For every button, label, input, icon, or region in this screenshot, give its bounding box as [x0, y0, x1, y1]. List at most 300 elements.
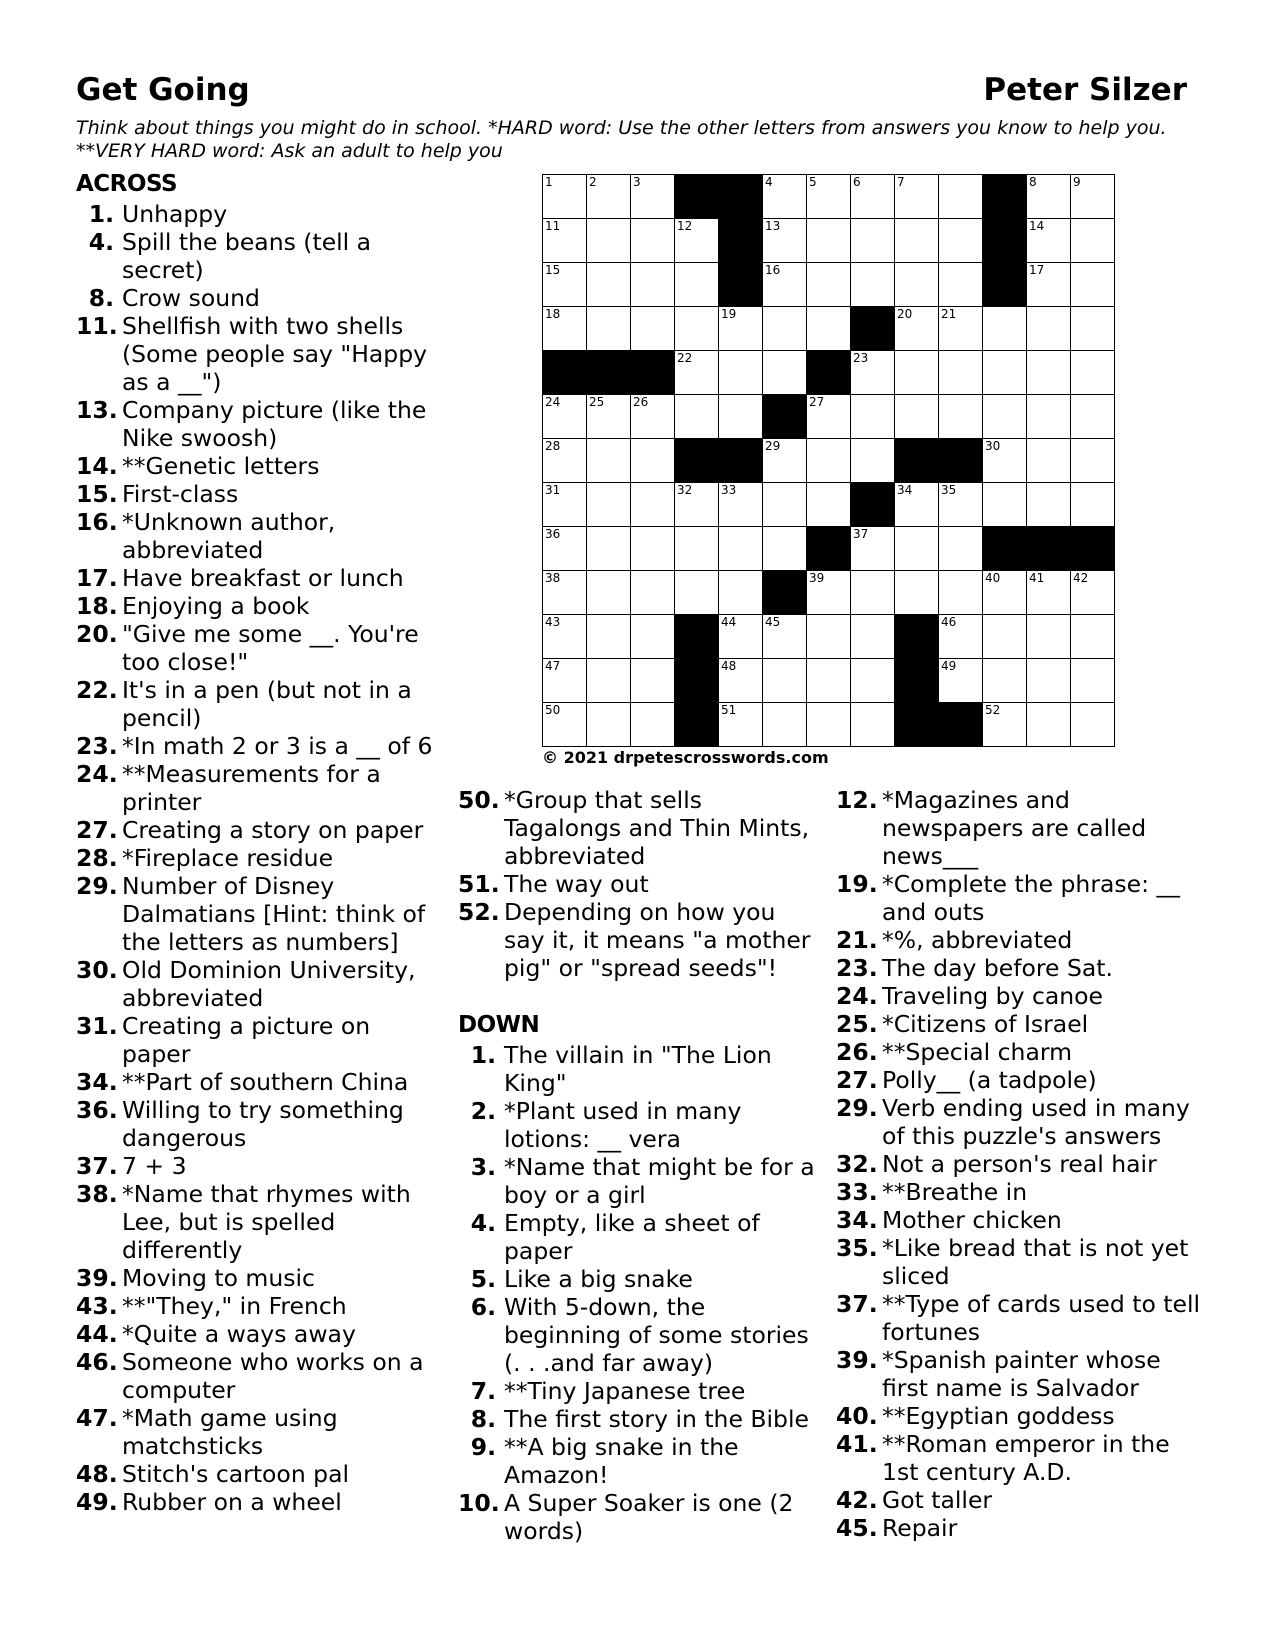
grid-cell[interactable]: [675, 483, 719, 527]
black-square: [983, 175, 1027, 219]
grid-cell[interactable]: [1027, 395, 1071, 439]
clue-number: 3.: [470, 1153, 496, 1181]
cell-number: 28: [545, 439, 561, 453]
clue-text: Stitch's cartoon pal: [122, 1460, 350, 1488]
across-clue: [76, 1152, 436, 1180]
grid-cell[interactable]: [763, 483, 807, 527]
grid-cell[interactable]: [1027, 571, 1071, 615]
cell-number: 12: [677, 219, 693, 233]
black-square: [1071, 527, 1115, 571]
grid-cell[interactable]: [1027, 263, 1071, 307]
cell-number: 48: [721, 659, 737, 673]
clue-number: 14.: [76, 452, 118, 480]
grid-cell[interactable]: [763, 615, 807, 659]
cell-number: 49: [941, 659, 957, 673]
cell-number: 4: [765, 175, 773, 189]
black-square: [675, 439, 719, 483]
clue-number: 1.: [470, 1041, 496, 1069]
cell-number: 22: [677, 351, 693, 365]
clue-text: **Egyptian goddess: [882, 1402, 1115, 1430]
clue-number: 28.: [76, 844, 118, 872]
grid-cell[interactable]: [851, 395, 895, 439]
grid-cell[interactable]: [1071, 703, 1115, 747]
grid-cell[interactable]: [631, 615, 675, 659]
grid-cell[interactable]: [939, 395, 983, 439]
grid-cell[interactable]: [543, 615, 587, 659]
cell-number: 43: [545, 615, 561, 629]
across-clue: [76, 732, 436, 760]
grid-cell[interactable]: [675, 395, 719, 439]
grid-cell[interactable]: [851, 615, 895, 659]
grid-cell[interactable]: [763, 439, 807, 483]
grid-cell[interactable]: [983, 307, 1027, 351]
cell-number: 52: [985, 703, 1001, 717]
clue-number: 45.: [836, 1514, 878, 1542]
cell-number: 31: [545, 483, 561, 497]
down-clue: [836, 1430, 1206, 1486]
cell-number: 45: [765, 615, 781, 629]
cell-number: 47: [545, 659, 561, 673]
grid-cell[interactable]: [719, 615, 763, 659]
cell-number: 16: [765, 263, 781, 277]
across-clue: [76, 508, 436, 564]
grid-cell[interactable]: [807, 219, 851, 263]
black-square: [939, 703, 983, 747]
across-clue: [76, 872, 436, 956]
grid-cell[interactable]: [719, 527, 763, 571]
grid-cell[interactable]: [631, 175, 675, 219]
black-square: [851, 483, 895, 527]
down-clue: [458, 1489, 816, 1545]
grid-cell[interactable]: [807, 175, 851, 219]
grid-cell[interactable]: [807, 263, 851, 307]
grid-cell[interactable]: [631, 219, 675, 263]
grid-cell[interactable]: [631, 263, 675, 307]
across-clue: [76, 1096, 436, 1152]
down-clue: [836, 786, 1206, 870]
clue-number: 37.: [836, 1290, 878, 1318]
grid-cell[interactable]: [719, 703, 763, 747]
grid-cell[interactable]: [1071, 483, 1115, 527]
grid-cell[interactable]: [675, 263, 719, 307]
clue-number: 51.: [458, 870, 500, 898]
down-clue: [458, 1153, 816, 1209]
clue-number: 1.: [88, 200, 114, 228]
black-square: [851, 307, 895, 351]
cell-number: 13: [765, 219, 781, 233]
black-square: [675, 703, 719, 747]
down-clue: [836, 1010, 1206, 1038]
grid-cell[interactable]: [587, 395, 631, 439]
across-clue: [76, 844, 436, 872]
clue-text: Polly__ (a tadpole): [882, 1066, 1097, 1094]
grid-cell[interactable]: [763, 659, 807, 703]
crossword-grid: [542, 174, 1115, 747]
across-clue: [76, 1460, 436, 1488]
cell-number: 24: [545, 395, 561, 409]
cell-number: 27: [809, 395, 825, 409]
black-square: [983, 219, 1027, 263]
grid-cell[interactable]: [939, 615, 983, 659]
grid-cell[interactable]: [939, 307, 983, 351]
clue-number: 52.: [458, 898, 500, 926]
across-clue: [76, 1292, 436, 1320]
clue-number: 8.: [88, 284, 114, 312]
grid-cell[interactable]: [1027, 175, 1071, 219]
clue-number: 39.: [836, 1346, 878, 1374]
grid-cell[interactable]: [587, 439, 631, 483]
cell-number: 50: [545, 703, 561, 717]
grid-cell[interactable]: [895, 263, 939, 307]
across-clue: [76, 396, 436, 452]
grid-cell[interactable]: [719, 571, 763, 615]
clue-number: 49.: [76, 1488, 118, 1516]
grid-cell[interactable]: [763, 527, 807, 571]
grid-cell[interactable]: [631, 307, 675, 351]
grid-cell[interactable]: [587, 483, 631, 527]
clue-text: A Super Soaker is one (2 words): [504, 1489, 794, 1545]
cell-number: 8: [1029, 175, 1037, 189]
cell-number: 26: [633, 395, 649, 409]
grid-cell[interactable]: [1071, 307, 1115, 351]
grid-cell[interactable]: [631, 703, 675, 747]
grid-cell[interactable]: [851, 219, 895, 263]
clue-number: 44.: [76, 1320, 118, 1348]
grid-cell[interactable]: [543, 571, 587, 615]
grid-cell[interactable]: [807, 571, 851, 615]
grid-cell[interactable]: [939, 527, 983, 571]
author-name: Peter Silzer: [983, 72, 1187, 108]
clue-text: With 5-down, the beginning of some stories (. . .and far away): [504, 1293, 809, 1377]
across-clue: [76, 200, 436, 228]
black-square: [719, 439, 763, 483]
grid-cell[interactable]: [807, 483, 851, 527]
across-clue: [76, 452, 436, 480]
cell-number: 29: [765, 439, 781, 453]
cell-number: 1: [545, 175, 553, 189]
grid-cell[interactable]: [587, 571, 631, 615]
grid-cell[interactable]: [631, 659, 675, 703]
down-clue: [836, 1178, 1206, 1206]
grid-cell[interactable]: [675, 571, 719, 615]
grid-cell[interactable]: [1071, 571, 1115, 615]
clue-number: 8.: [470, 1405, 496, 1433]
cell-number: 42: [1073, 571, 1089, 585]
cell-number: 38: [545, 571, 561, 585]
grid-cell[interactable]: [763, 219, 807, 263]
down-clue: [458, 1265, 816, 1293]
clue-text: *Plant used in many lotions: __ vera: [504, 1097, 742, 1153]
across-clue: [76, 312, 436, 396]
clue-number: 27.: [76, 816, 118, 844]
grid-cell[interactable]: [939, 351, 983, 395]
grid-cell[interactable]: [895, 175, 939, 219]
clue-text: **Special charm: [882, 1038, 1072, 1066]
grid-cell[interactable]: [1071, 263, 1115, 307]
black-square: [763, 395, 807, 439]
grid-cell[interactable]: [587, 219, 631, 263]
clue-text: **Tiny Japanese tree: [504, 1377, 746, 1405]
clue-text: Repair: [882, 1514, 958, 1542]
black-square: [763, 571, 807, 615]
clue-text: Creating a story on paper: [122, 816, 424, 844]
clue-number: 26.: [836, 1038, 878, 1066]
clue-number: 46.: [76, 1348, 118, 1376]
clue-text: *In math 2 or 3 is a __ of 6: [122, 732, 433, 760]
grid-cell[interactable]: [807, 395, 851, 439]
clue-number: 41.: [836, 1430, 878, 1458]
cell-number: 17: [1029, 263, 1045, 277]
grid-cell[interactable]: [763, 307, 807, 351]
clue-number: 17.: [76, 564, 118, 592]
grid-cell[interactable]: [851, 703, 895, 747]
grid-cell[interactable]: [543, 659, 587, 703]
clue-number: 4.: [88, 228, 114, 256]
black-square: [1027, 527, 1071, 571]
clue-number: 23.: [76, 732, 118, 760]
clue-text: **Measurements for a printer: [122, 760, 381, 816]
grid-cell[interactable]: [675, 219, 719, 263]
grid-cell[interactable]: [587, 659, 631, 703]
clue-text: Traveling by canoe: [882, 982, 1104, 1010]
grid-cell[interactable]: [1027, 483, 1071, 527]
grid-cell[interactable]: [1027, 659, 1071, 703]
grid-cell[interactable]: [807, 659, 851, 703]
grid-cell[interactable]: [895, 307, 939, 351]
grid-cell[interactable]: [543, 527, 587, 571]
grid-cell[interactable]: [763, 175, 807, 219]
down-clue: [836, 1514, 1206, 1542]
down-clue: [836, 954, 1206, 982]
grid-cell[interactable]: [983, 571, 1027, 615]
grid-cell[interactable]: [631, 571, 675, 615]
across-clue: [76, 592, 436, 620]
puzzle-title: Get Going: [76, 72, 250, 108]
clue-number: 2.: [470, 1097, 496, 1125]
grid-cell[interactable]: [1027, 615, 1071, 659]
grid-cell[interactable]: [939, 571, 983, 615]
clue-text: Not a person's real hair: [882, 1150, 1157, 1178]
grid-cell[interactable]: [939, 263, 983, 307]
across-clue: [76, 1180, 436, 1264]
clue-text: Moving to music: [122, 1264, 315, 1292]
clue-text: It's in a pen (but not in a pencil): [122, 676, 412, 732]
grid-cell[interactable]: [895, 483, 939, 527]
grid-cell[interactable]: [631, 439, 675, 483]
grid-cell[interactable]: [587, 175, 631, 219]
grid-cell[interactable]: [1071, 439, 1115, 483]
clue-number: 9.: [470, 1433, 496, 1461]
clue-text: 7 + 3: [122, 1152, 187, 1180]
grid-cell[interactable]: [851, 527, 895, 571]
grid-cell[interactable]: [1071, 615, 1115, 659]
grid-cell[interactable]: [939, 483, 983, 527]
down-heading: DOWN: [458, 1012, 540, 1038]
clue-number: 38.: [76, 1180, 118, 1208]
grid-cell[interactable]: [719, 395, 763, 439]
grid-cell[interactable]: [983, 439, 1027, 483]
clue-number: 29.: [836, 1094, 878, 1122]
grid-cell[interactable]: [543, 219, 587, 263]
grid-cell[interactable]: [983, 703, 1027, 747]
grid-cell[interactable]: [983, 395, 1027, 439]
cell-number: 2: [589, 175, 597, 189]
down-clue: [836, 1066, 1206, 1094]
grid-cell[interactable]: [983, 351, 1027, 395]
grid-cell[interactable]: [763, 263, 807, 307]
down-clues-column-continued: [836, 786, 1206, 1542]
clue-text: The villain in "The Lion King": [504, 1041, 772, 1097]
across-clue: [76, 620, 436, 676]
grid-cell[interactable]: [631, 395, 675, 439]
clue-number: 31.: [76, 1012, 118, 1040]
cell-number: 37: [853, 527, 869, 541]
down-clue: [836, 1402, 1206, 1430]
grid-cell[interactable]: [587, 615, 631, 659]
cell-number: 3: [633, 175, 641, 189]
down-clue: [458, 1433, 816, 1489]
grid-cell[interactable]: [851, 263, 895, 307]
grid-cell[interactable]: [983, 483, 1027, 527]
grid-cell[interactable]: [939, 175, 983, 219]
clue-text: Got taller: [882, 1486, 993, 1514]
down-clue: [836, 1346, 1206, 1402]
grid-cell[interactable]: [1027, 219, 1071, 263]
clue-text: **Part of southern China: [122, 1068, 409, 1096]
grid-cell[interactable]: [851, 439, 895, 483]
grid-cell[interactable]: [763, 703, 807, 747]
grid-cell[interactable]: [543, 395, 587, 439]
grid-cell[interactable]: [851, 175, 895, 219]
grid-cell[interactable]: [587, 263, 631, 307]
down-clue: [458, 1041, 816, 1097]
grid-cell[interactable]: [1071, 219, 1115, 263]
grid-cell[interactable]: [719, 351, 763, 395]
across-clues-column: [76, 200, 436, 1516]
clue-number: 33.: [836, 1178, 878, 1206]
grid-cell[interactable]: [675, 351, 719, 395]
grid-cell[interactable]: [543, 175, 587, 219]
grid-cell[interactable]: [587, 527, 631, 571]
grid-cell[interactable]: [675, 527, 719, 571]
grid-cell[interactable]: [719, 483, 763, 527]
clue-number: 18.: [76, 592, 118, 620]
grid-cell[interactable]: [543, 263, 587, 307]
across-clue: [458, 786, 816, 870]
grid-cell[interactable]: [983, 615, 1027, 659]
grid-cell[interactable]: [895, 527, 939, 571]
clue-number: 36.: [76, 1096, 118, 1124]
cell-number: 18: [545, 307, 561, 321]
grid-cell[interactable]: [807, 307, 851, 351]
black-square: [895, 703, 939, 747]
down-clue: [836, 1038, 1206, 1066]
clue-text: Mother chicken: [882, 1206, 1062, 1234]
grid-cell[interactable]: [939, 219, 983, 263]
black-square: [675, 659, 719, 703]
cell-number: 51: [721, 703, 737, 717]
clue-number: 21.: [836, 926, 878, 954]
down-clue: [458, 1405, 816, 1433]
across-clue: [76, 564, 436, 592]
grid-cell[interactable]: [763, 351, 807, 395]
cell-number: 33: [721, 483, 737, 497]
grid-cell[interactable]: [1071, 659, 1115, 703]
down-clue: [836, 1290, 1206, 1346]
cell-number: 6: [853, 175, 861, 189]
black-square: [719, 263, 763, 307]
grid-cell[interactable]: [543, 703, 587, 747]
grid-cell[interactable]: [543, 307, 587, 351]
clue-text: *%, abbreviated: [882, 926, 1073, 954]
grid-cell[interactable]: [1071, 175, 1115, 219]
grid-cell[interactable]: [631, 483, 675, 527]
across-clue: [76, 284, 436, 312]
grid-cell[interactable]: [851, 571, 895, 615]
grid-cell[interactable]: [983, 659, 1027, 703]
grid-cell[interactable]: [851, 351, 895, 395]
grid-cell[interactable]: [807, 439, 851, 483]
clue-number: 24.: [76, 760, 118, 788]
grid-cell[interactable]: [1027, 351, 1071, 395]
clue-number: 39.: [76, 1264, 118, 1292]
grid-cell[interactable]: [1027, 703, 1071, 747]
grid-cell[interactable]: [851, 659, 895, 703]
clue-text: Creating a picture on paper: [122, 1012, 371, 1068]
grid-cell[interactable]: [587, 703, 631, 747]
grid-cell[interactable]: [631, 527, 675, 571]
black-square: [719, 219, 763, 263]
clue-text: Company picture (like the Nike swoosh): [122, 396, 427, 452]
grid-cell[interactable]: [895, 219, 939, 263]
grid-cell[interactable]: [719, 307, 763, 351]
clue-text: Unhappy: [122, 200, 228, 228]
grid-cell[interactable]: [807, 615, 851, 659]
grid-cell[interactable]: [895, 395, 939, 439]
grid-cell[interactable]: [895, 351, 939, 395]
grid-cell[interactable]: [543, 439, 587, 483]
grid-cell[interactable]: [939, 659, 983, 703]
cell-number: 23: [853, 351, 869, 365]
clue-number: 32.: [836, 1150, 878, 1178]
clue-number: 27.: [836, 1066, 878, 1094]
cell-number: 14: [1029, 219, 1045, 233]
grid-cell[interactable]: [1071, 351, 1115, 395]
across-clue: [76, 1264, 436, 1292]
grid-cell[interactable]: [675, 307, 719, 351]
grid-cell[interactable]: [543, 483, 587, 527]
down-clue: [836, 926, 1206, 954]
cell-number: 34: [897, 483, 913, 497]
across-clue: [76, 816, 436, 844]
clue-number: 50.: [458, 786, 500, 814]
grid-cell[interactable]: [1071, 395, 1115, 439]
clue-number: 30.: [76, 956, 118, 984]
grid-cell[interactable]: [587, 307, 631, 351]
grid-cell[interactable]: [719, 659, 763, 703]
clue-number: 24.: [836, 982, 878, 1010]
black-square: [719, 175, 763, 219]
clue-number: 25.: [836, 1010, 878, 1038]
clue-number: 10.: [458, 1489, 500, 1517]
grid-cell[interactable]: [807, 703, 851, 747]
cell-number: 15: [545, 263, 561, 277]
clue-text: **Genetic letters: [122, 452, 320, 480]
grid-cell[interactable]: [895, 571, 939, 615]
clue-text: The day before Sat.: [882, 954, 1113, 982]
grid-cell[interactable]: [1027, 307, 1071, 351]
grid-cell[interactable]: [1027, 439, 1071, 483]
